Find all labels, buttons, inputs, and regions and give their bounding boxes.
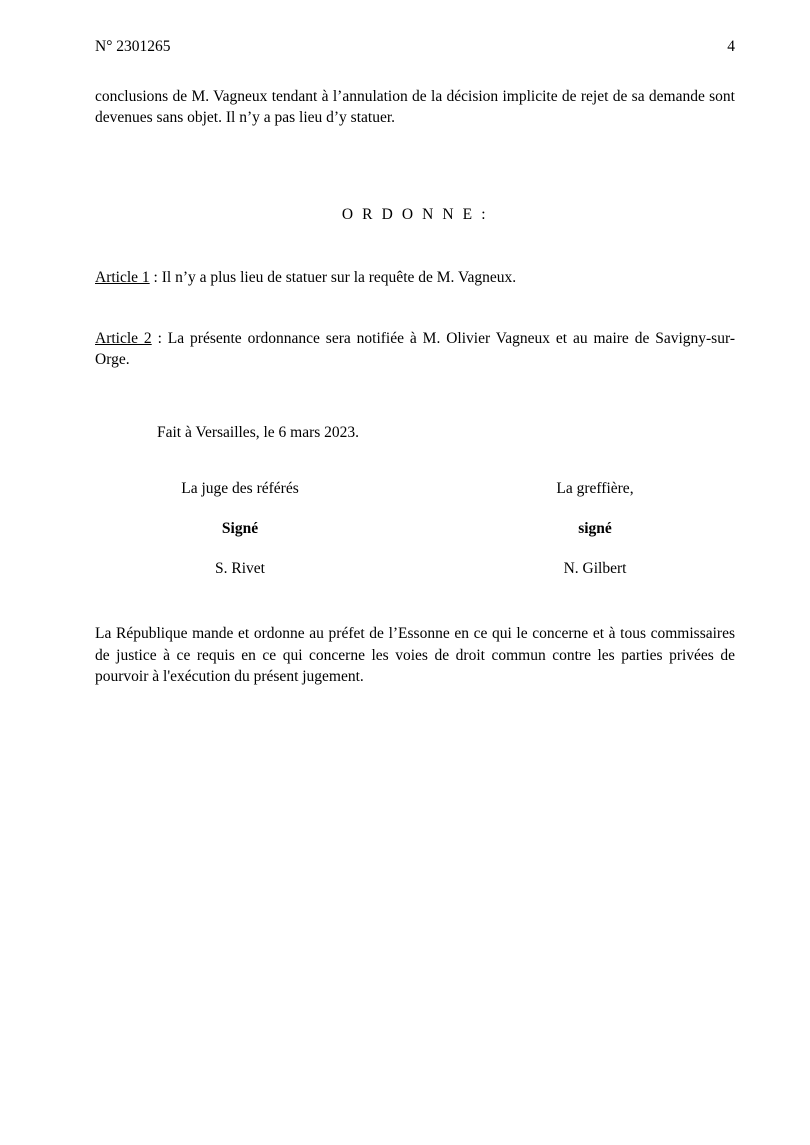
signature-block — [95, 480, 735, 578]
page-number: 4 — [727, 38, 735, 55]
place-and-date: Fait à Versailles, le 6 mars 2023. — [157, 424, 360, 442]
article-1 — [95, 267, 735, 288]
signature-right-signed: signé — [578, 520, 612, 538]
signature-roles-row — [95, 480, 735, 520]
signature-left-role: La juge des référés — [181, 480, 299, 498]
article-1-label: Article 1 — [95, 269, 150, 287]
signature-names-row — [95, 560, 735, 578]
signature-signed-row — [95, 520, 735, 560]
signature-left-name: S. Rivet — [215, 560, 265, 578]
intro-paragraph: conclusions de M. Vagneux tendant à l’annulation de la décision implicite de rejet de sa demande sont devenues sans objet. Il n’y a pas lieu d’y statuer. — [95, 87, 735, 126]
page-header — [95, 38, 735, 57]
article-2-label: Article 2 — [95, 329, 152, 347]
article-2-text: : La présente ordonnance sera notifiée à M. Olivier Vagneux et au maire de Savigny-sur-Orge. — [95, 329, 735, 369]
ordonne-heading: O R D O N N E : — [341, 206, 489, 224]
document-number: N° 2301265 — [95, 38, 171, 55]
article-2 — [95, 328, 735, 371]
signature-right-name: N. Gilbert — [563, 560, 627, 578]
signature-right-role: La greffière, — [556, 480, 634, 498]
article-1-text: : Il n’y a plus lieu de statuer sur la requête de M. Vagneux. — [149, 269, 517, 287]
signature-left-signed: Signé — [221, 520, 259, 538]
document-content — [95, 38, 735, 703]
republique-paragraph: La République mande et ordonne au préfet de l’Essonne en ce qui le concerne et à tous commissaires de justice à ce requis en ce qui concerne les voies de droit commun contre les parties privées de pourvoir à l'exécution du présent jugement. — [95, 625, 735, 686]
